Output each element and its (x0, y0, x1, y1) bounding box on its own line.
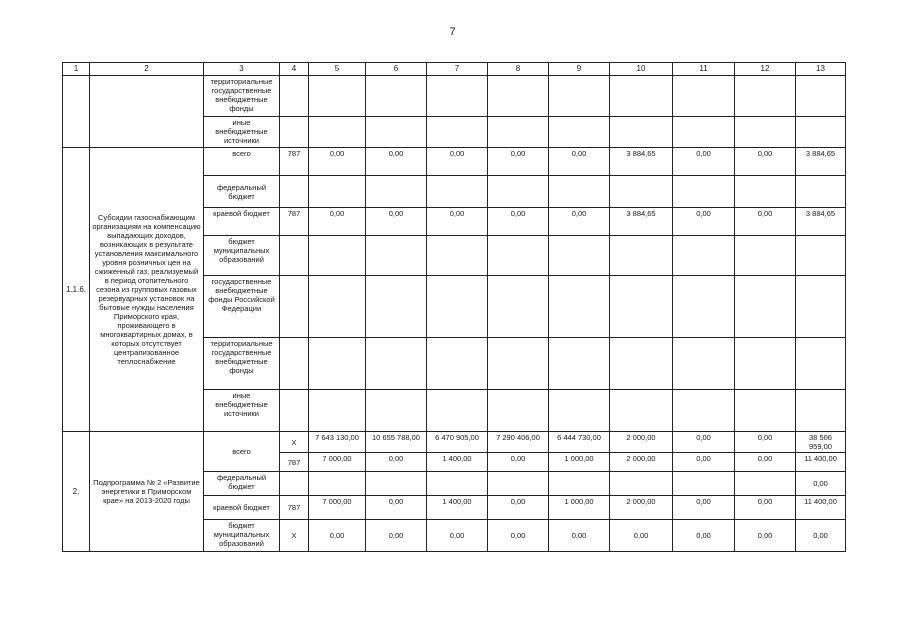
value-cell: 6 444 730,00 (549, 432, 610, 453)
value-cell: 7 000,00 (309, 453, 366, 472)
table-row (63, 148, 846, 176)
value-cell: 0,00 (427, 520, 488, 552)
value-cell: 0,00 (366, 148, 427, 176)
value-cell: 0,00 (735, 432, 796, 453)
value-cell: 0,00 (309, 520, 366, 552)
value-cell: 0,00 (488, 453, 549, 472)
value-cell: 0,00 (427, 208, 488, 236)
value-cell: 0,00 (673, 148, 735, 176)
value-cell: 11 400,00 (796, 496, 846, 520)
value-cell: 0,00 (309, 148, 366, 176)
value-cell: 2 000,00 (610, 496, 673, 520)
value-cell: 0,00 (488, 520, 549, 552)
value-cell: 0,00 (366, 208, 427, 236)
header-cell: 3 (204, 63, 280, 76)
value-cell: 7 000,00 (309, 496, 366, 520)
value-cell: 0,00 (673, 208, 735, 236)
budget-table (62, 62, 846, 552)
header-cell: 2 (90, 63, 204, 76)
value-cell: 0,00 (427, 148, 488, 176)
header-cell: 1 (63, 63, 90, 76)
value-cell: 0,00 (796, 520, 846, 552)
value-cell: 0,00 (366, 520, 427, 552)
value-cell: 0,00 (549, 520, 610, 552)
grbs-cell: 787 (280, 208, 309, 236)
value-cell: 0,00 (735, 208, 796, 236)
value-cell: 1 400,00 (427, 496, 488, 520)
value-cell: 0,00 (488, 208, 549, 236)
value-cell: 1 000,00 (549, 453, 610, 472)
value-cell: 0,00 (673, 453, 735, 472)
source-cell: иные внебюджетные источники (204, 117, 280, 148)
value-cell: 0,00 (610, 520, 673, 552)
header-cell: 5 (309, 63, 366, 76)
value-cell: 38 506 959,00 (796, 432, 846, 453)
source-cell: краевой бюджет (204, 496, 280, 520)
source-cell: бюджет муниципальных образований (204, 236, 280, 276)
item-code: 1.1.6. (63, 148, 90, 432)
value-cell: 10 655 788,00 (366, 432, 427, 453)
source-cell: бюджет муниципальных образований (204, 520, 280, 552)
value-cell: 2 000,00 (610, 432, 673, 453)
grbs-cell: 787 (280, 496, 309, 520)
table-row (63, 76, 846, 117)
value-cell: 0,00 (673, 432, 735, 453)
header-row (63, 63, 846, 76)
grbs-cell: 787 (280, 148, 309, 176)
grbs-cell: X (280, 520, 309, 552)
value-cell: 0,00 (735, 453, 796, 472)
grbs-cell: 787 (280, 453, 309, 472)
value-cell: 0,00 (549, 208, 610, 236)
value-cell: 0,00 (488, 496, 549, 520)
header-cell: 7 (427, 63, 488, 76)
source-cell: государственные внебюджетные фонды Российской Федерации (204, 276, 280, 338)
source-cell: всего (204, 148, 280, 176)
value-cell: 0,00 (673, 520, 735, 552)
value-cell: 7 643 130,00 (309, 432, 366, 453)
header-cell: 8 (488, 63, 549, 76)
source-cell: территориальные государственные внебюджетные фонды (204, 76, 280, 117)
header-cell: 13 (796, 63, 846, 76)
value-cell: 0,00 (366, 496, 427, 520)
value-cell: 11 400,00 (796, 453, 846, 472)
source-cell: федеральный бюджет (204, 472, 280, 496)
header-cell: 6 (366, 63, 427, 76)
item-code: 2. (63, 432, 90, 552)
item-description: Субсидии газоснабжающим организациям на компенсацию выпадающих доходов, возникающих в результате установления максимального уровня розничных цен на сжиженный газ, реализуемый в период отопительного сезона из групповых газовых резервуарных установок на бытовые нужды населения Приморского края, проживающего в многоквартирных домах, в которых отсутствует централизованное теплоснабжение (90, 148, 204, 432)
value-cell: 1 400,00 (427, 453, 488, 472)
header-cell: 11 (673, 63, 735, 76)
description-cell (90, 76, 204, 148)
value-cell: 1 000,00 (549, 496, 610, 520)
code-cell (63, 76, 90, 148)
value-cell: 7 290 406,00 (488, 432, 549, 453)
value-cell: 0,00 (735, 520, 796, 552)
header-cell: 12 (735, 63, 796, 76)
source-cell: федеральный бюджет (204, 176, 280, 208)
value-cell: 3 884,65 (610, 208, 673, 236)
value-cell: 6 470 905,00 (427, 432, 488, 453)
value-cell: 0,00 (366, 453, 427, 472)
table-row (63, 432, 846, 453)
value-cell: 2 000,00 (610, 453, 673, 472)
value-cell: 0,00 (673, 496, 735, 520)
source-cell: территориальные государственные внебюджетные фонды (204, 338, 280, 390)
source-cell: всего (204, 432, 280, 472)
grbs-cell: X (280, 432, 309, 453)
value-cell: 3 884,65 (796, 208, 846, 236)
header-cell: 4 (280, 63, 309, 76)
value-cell: 3 884,65 (796, 148, 846, 176)
header-cell: 9 (549, 63, 610, 76)
value-cell: 0,00 (309, 208, 366, 236)
value-cell: 0,00 (488, 148, 549, 176)
source-cell: иные внебюджетные источники (204, 390, 280, 432)
source-cell: краевой бюджет (204, 208, 280, 236)
value-cell: 3 884,65 (610, 148, 673, 176)
value-cell: 0,00 (549, 148, 610, 176)
page-number: 7 (449, 26, 456, 38)
header-cell: 10 (610, 63, 673, 76)
value-cell: 0,00 (796, 472, 846, 496)
value-cell: 0,00 (735, 496, 796, 520)
value-cell: 0,00 (735, 148, 796, 176)
item-description: Подпрограмма № 2 «Развитие энергетики в Приморском крае» на 2013-2020 годы (90, 432, 204, 552)
